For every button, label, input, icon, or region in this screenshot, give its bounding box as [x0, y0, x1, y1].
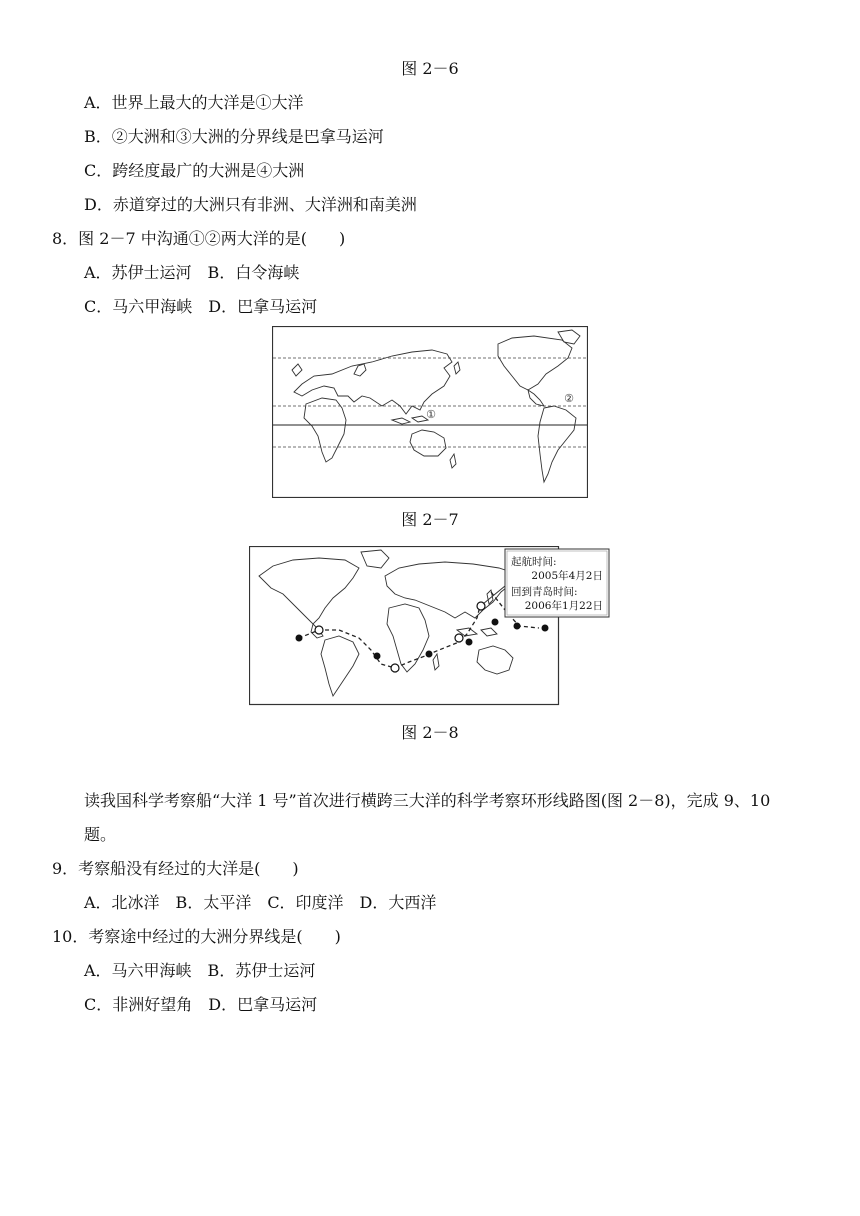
figure-2-7-caption: 图 2－7 — [401, 510, 459, 529]
intro-line-1: 读我国科学考察船“大洋 1 号”首次进行横跨三大洋的科学考察环形线路图(图 2－8)，完成 9、10 — [84, 791, 771, 810]
callout-return-label: 回到青岛时间: — [511, 586, 578, 598]
ocean-marker-2: ② — [564, 392, 574, 405]
q8-stem: 8．图 2－7 中沟通①②两大洋的是( ) — [52, 229, 346, 248]
figure-2-7-world-map — [272, 326, 588, 498]
q7-option-a: A．世界上最大的大洋是①大洋 — [84, 93, 304, 112]
figure-2-6-caption: 图 2－6 — [401, 59, 459, 78]
intro-line-2: 题。 — [84, 825, 117, 844]
q9-options: A．北冰洋 B．太平洋 C．印度洋 D．大西洋 — [84, 893, 437, 912]
q8-options-row2: C．马六甲海峡 D．巴拿马运河 — [84, 297, 318, 316]
q7-option-c: C．跨经度最广的大洲是④大洲 — [84, 161, 305, 180]
q9-stem: 9．考察船没有经过的大洋是( ) — [52, 859, 299, 878]
figure-2-8-route-map — [249, 546, 611, 706]
q7-option-b: B．②大洲和③大洲的分界线是巴拿马运河 — [84, 127, 384, 146]
callout-depart-label: 起航时间: — [511, 556, 557, 568]
callout-depart-date: 2005年4月2日 — [531, 570, 603, 582]
q10-stem: 10．考察途中经过的大洲分界线是( ) — [52, 927, 341, 946]
figure-2-8-caption: 图 2－8 — [401, 723, 459, 742]
q10-options-row2: C．非洲好望角 D．巴拿马运河 — [84, 995, 318, 1014]
q8-options-row1: A．苏伊士运河 B．白令海峡 — [84, 263, 300, 282]
q7-option-d: D．赤道穿过的大洲只有非洲、大洋洲和南美洲 — [84, 195, 417, 214]
callout-return-date: 2006年1月22日 — [524, 600, 603, 612]
q10-options-row1: A．马六甲海峡 B．苏伊士运河 — [84, 961, 316, 980]
ocean-marker-1: ① — [426, 408, 436, 421]
